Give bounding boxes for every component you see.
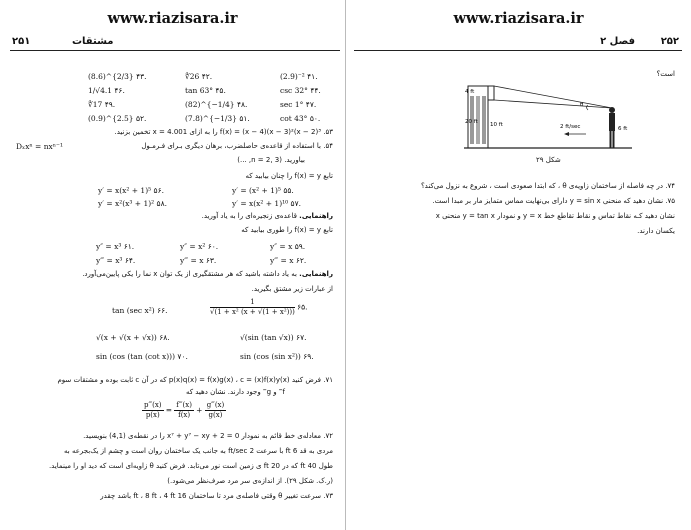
p65-intro: از عبارات زیر مشتق بگیرید.	[251, 285, 333, 293]
problem-64: y‴ = x³ ۶۴.	[96, 256, 136, 265]
figure-caption: شکل ۲۹	[536, 156, 561, 164]
problem-74: ۷۴. در چه فاصله از ساختمان زاویه‌ی θ ، که ابتدا صعودی است ، شروع به نزول می‌کند؟	[420, 182, 675, 190]
section-title: فصل ۲	[600, 36, 635, 47]
problem-71-formula: $\frac{p‴(x)}{p(x)}$ = $\frac{f‴(x)}{f(x)}$ + $\frac{g‴(x)}{g(x)}$	[144, 401, 225, 419]
problem-44: csc 32° ۴۴.	[280, 86, 321, 95]
sight-line-top	[494, 86, 612, 108]
problem-60: y″ = x² ۶۰.	[180, 242, 219, 251]
p55-intro: تابع f(x) = y را چنان بیابید که	[245, 172, 333, 180]
problem-70: sin (cos (tan (cot x))) ۷۰.	[96, 352, 188, 361]
label-speed: 2 ft/sec	[560, 124, 581, 130]
problem-57: y′ = x(x² + 1)¹⁰ ۵۷.	[232, 199, 301, 208]
building	[468, 86, 494, 148]
problem-51: (7.8)^{−1/3} ۵۱.	[185, 114, 250, 123]
site-url[interactable]: www.riazisara.ir	[453, 10, 584, 27]
problem-49: ∜17 ۴۹.	[88, 100, 116, 109]
continued-text: است؟	[656, 70, 675, 78]
problem-54-formula: Dₓxⁿ = nxⁿ⁻¹	[16, 142, 63, 151]
problem-59: y″ = x ۵۹.	[270, 242, 306, 251]
problem-71-line2: f‴ و g‴ وجود دارند. نشان دهید که	[185, 388, 285, 396]
page-number: ۲۵۱	[12, 36, 31, 47]
page-number: ۲۵۲	[660, 36, 679, 47]
theta-arc	[587, 105, 589, 110]
site-url[interactable]: www.riazisara.ir	[107, 10, 238, 27]
problem-66: tan (sec x²) ۶۶.	[112, 306, 168, 315]
problem-52: (0.9)^{2.5} ۵۲.	[88, 114, 147, 123]
problem-67: √(sin (tan √x)) ۶۷.	[240, 333, 307, 342]
label-10ft: 10 ft	[490, 122, 503, 128]
problem-48: (82)^{−1/4} ۴۸.	[185, 100, 248, 109]
problem-72-line3: طول 40 ft که در 20 ft ی زمین است نور می‌تابد. فرض کنید θ زاویه‌ای است که دید او را مینماید.	[48, 462, 333, 470]
problem-72-line1: ۷۲. معادله‌ی خط قائم به نمودار x⁷ + y⁷ − xy + 2 = 0 را در نقطه‌ی (4,1) بنویسید.	[83, 432, 333, 440]
problem-42: ∜26 ۴۲.	[185, 72, 213, 81]
problem-69: sin (cos (sin x²)) ۶۹.	[240, 352, 314, 361]
section-title: مشتقات	[72, 36, 114, 47]
hint-1: راهنمایی. قاعده‌ی زنجیره‌ای را به یاد آورید.	[201, 212, 333, 220]
label-20ft: 20 ft	[465, 119, 478, 125]
problem-56: y′ = x(x² + 1)⁵ ۵۶.	[98, 186, 164, 195]
problem-45: tan 63° ۴۵.	[185, 86, 226, 95]
problem-72-line4: (ر.ک. شکل ۲۹). از اندازه‌ی سر مرد صرف‌نظر می‌شود.)	[167, 477, 333, 485]
sight-line-bottom	[494, 100, 612, 108]
problem-73: ۷۳. سرعت تغییر θ وقتی فاصله‌ی مرد تا ساختمان 16 ft ، 8 ft ، 4 ft باشد چقدر	[100, 492, 333, 500]
problem-62: y‴ = x ۶۲.	[270, 256, 307, 265]
header-rule	[354, 50, 682, 51]
problem-43: (8.6)^{2/3} ۴۳.	[88, 72, 147, 81]
problem-76-tail: یکسان دارند.	[637, 227, 675, 235]
problem-63: y‴ = x ۶۳.	[180, 256, 217, 265]
problem-41: (2.9)⁻² ۴۱.	[280, 72, 318, 81]
header-rule	[10, 50, 340, 51]
problem-54-text: ۵۴. با استفاده از قاعده‌ی حاصلضرب، برهان دیگری بـرای فـرمـول	[141, 142, 333, 150]
hint-2: راهنمایی. به یاد داشته باشید که هر مشتقگیری از یک توان x نما را یکی پایین‌می‌آورد.	[82, 270, 333, 278]
problem-58: y′ = x²(x³ + 1)² ۵۸.	[98, 199, 167, 208]
problem-71-line1: ۷۱. فرض کنید p(x)q(x) = f(x)g(x) ، c = (x)f(x)y(x) که در آن c ثابت بوده و مشتقات سوم	[57, 376, 333, 384]
light-panel	[488, 86, 494, 100]
problem-47: sec 1° ۴۷.	[280, 100, 317, 109]
label-theta: θ	[580, 102, 584, 108]
p59-intro: تابع f(x) = y را طوری بیابید که	[241, 226, 333, 234]
problem-75: ۷۵. نشان دهید که منحنی y = sin x دارای بی‌نهایت مماس متمایز مار بر مبدا است.	[432, 197, 675, 205]
problem-68: √(x + √(x + √x)) ۶۸.	[96, 333, 170, 342]
label-6ft: 6 ft	[618, 126, 628, 132]
problem-61: y″ = x³ ۶۱.	[96, 242, 135, 251]
problem-65: $\frac{1}{\text{√(1 + x² (x + √(1 + x²)))}}$ ۶۵.	[210, 298, 308, 316]
problem-55: y′ = (x² + 1)⁵ ۵۵.	[232, 186, 294, 195]
problem-53: ۵۳. f(x) = (x − 4)(x − 3)²(x − 2)³ را به ازای 4.001 = x تخمین بزنید.	[114, 128, 333, 136]
problem-72-line2: مردی به قد 6 ft با سرعت 2 ft/sec به جانب یک ساختمان روان است و چشم از یک‌بجرعه به	[64, 447, 333, 455]
problem-54-tail: بیاورید. (n = 2, 3, ...)	[237, 156, 305, 164]
right-page	[346, 0, 691, 530]
label-4ft: 4 ft	[465, 89, 475, 95]
problem-76: نشان دهید کـه نقاط تماس و نقاط تقاطع خط y = x و نمودار y = tan x منحنی x	[435, 212, 675, 220]
man	[609, 107, 615, 148]
figure-29	[464, 66, 634, 150]
problem-50: cot 43° ۵۰.	[280, 114, 321, 123]
problem-46: 1/√4.1 ۴۶.	[88, 86, 125, 95]
left-page	[0, 0, 345, 530]
